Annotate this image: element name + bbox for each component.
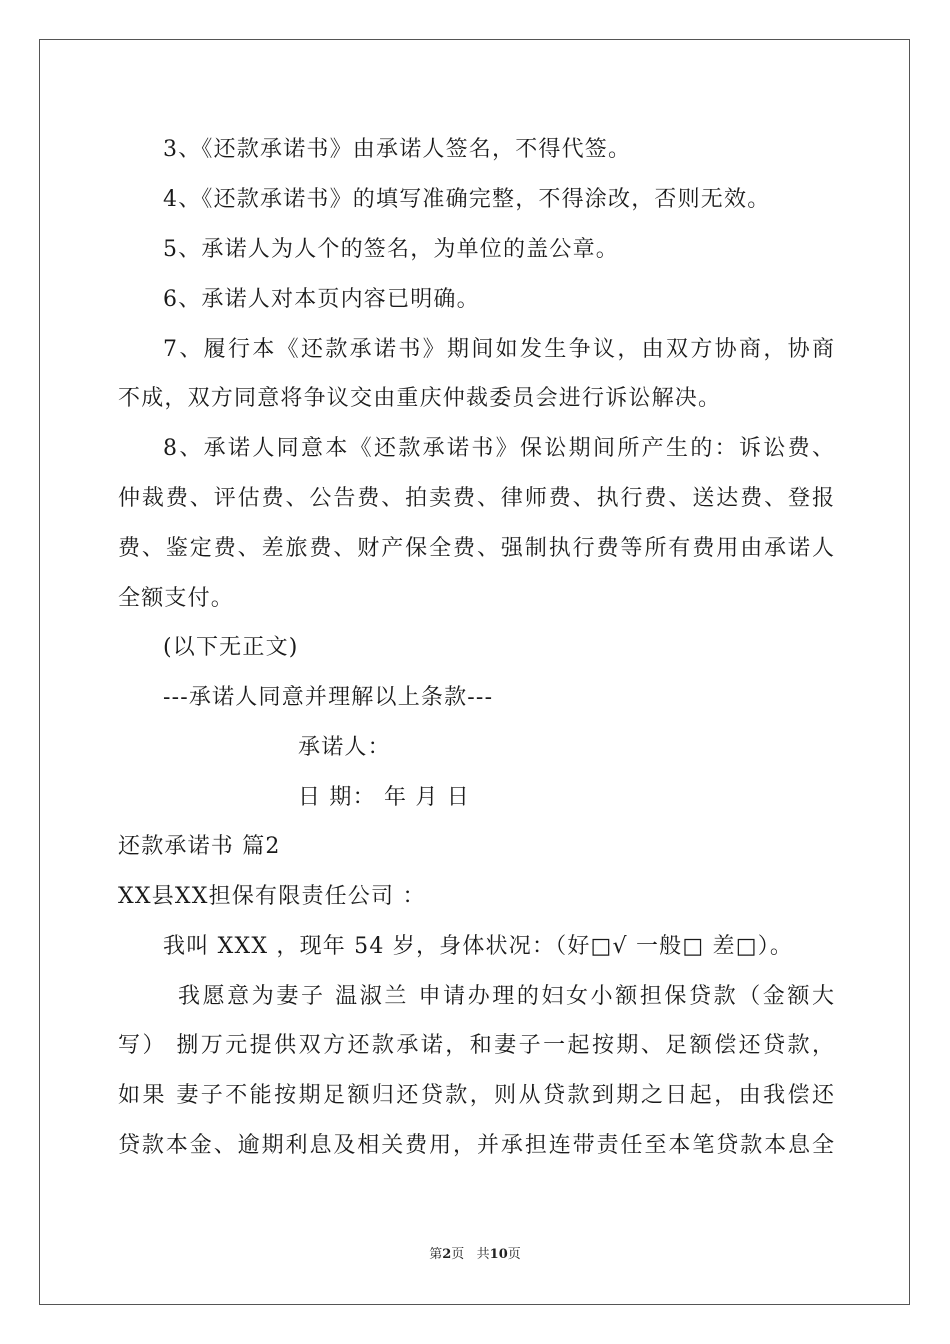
- clause-7-line-1: 7、履行本《还款承诺书》期间如发生争议，由双方协商，协商: [163, 337, 834, 362]
- footer-page-number: 2: [442, 1247, 452, 1262]
- pledge-line-3: 如果 妻子不能按期足额归还贷款，则从贷款到期之日起，由我偿还: [118, 1083, 834, 1108]
- footer-prefix: 第: [429, 1247, 443, 1262]
- personal-info: 我叫 XXX ，现年 54 岁，身体状况：（好□√ 一般□ 差□）。: [163, 934, 794, 959]
- clause-6: 6、承诺人对本页内容已明确。: [163, 287, 480, 312]
- footer-middle: 页 共: [451, 1247, 490, 1262]
- no-further-text: (以下无正文): [163, 635, 299, 660]
- page-border: [39, 39, 910, 1305]
- pledge-line-4: 贷款本金、逾期利息及相关费用，并承担连带责任至本笔贷款本息全: [118, 1133, 834, 1158]
- agreement-statement: ---承诺人同意并理解以上条款---: [163, 685, 494, 710]
- pledge-line-1: 我愿意为妻子 温淑兰 申请办理的妇女小额担保贷款（金额大: [178, 984, 834, 1009]
- clause-8-line-4: 全额支付。: [118, 586, 235, 611]
- addressee: XX县XX担保有限责任公司 ：: [118, 884, 426, 909]
- promisor-label: 承诺人：: [298, 735, 391, 760]
- clause-3: 3、《还款承诺书》由承诺人签名，不得代签。: [163, 137, 632, 162]
- clause-4: 4、《还款承诺书》的填写准确完整，不得涂改，否则无效。: [163, 187, 771, 212]
- clause-8-line-1: 8、承诺人同意本《还款承诺书》保讼期间所产生的：诉讼费、: [163, 436, 834, 461]
- page-footer: [0, 1246, 950, 1264]
- date-label: 日 期： 年 月 日: [298, 785, 470, 810]
- footer-total-pages: 10: [489, 1247, 508, 1262]
- clause-8-line-2: 仲裁费、评估费、公告费、拍卖费、律师费、执行费、送达费、登报: [118, 486, 834, 511]
- clause-7-line-2: 不成，双方同意将争议交由重庆仲裁委员会进行诉讼解决。: [118, 386, 722, 411]
- section-title: 还款承诺书 篇2: [118, 834, 281, 859]
- clause-5: 5、承诺人为人个的签名，为单位的盖公章。: [163, 237, 619, 262]
- clause-8-line-3: 费、鉴定费、差旅费、财产保全费、强制执行费等所有费用由承诺人: [118, 536, 834, 561]
- pledge-line-2: 写） 捌万元提供双方还款承诺，和妻子一起按期、足额偿还贷款，: [118, 1033, 834, 1058]
- footer-suffix: 页: [507, 1247, 521, 1262]
